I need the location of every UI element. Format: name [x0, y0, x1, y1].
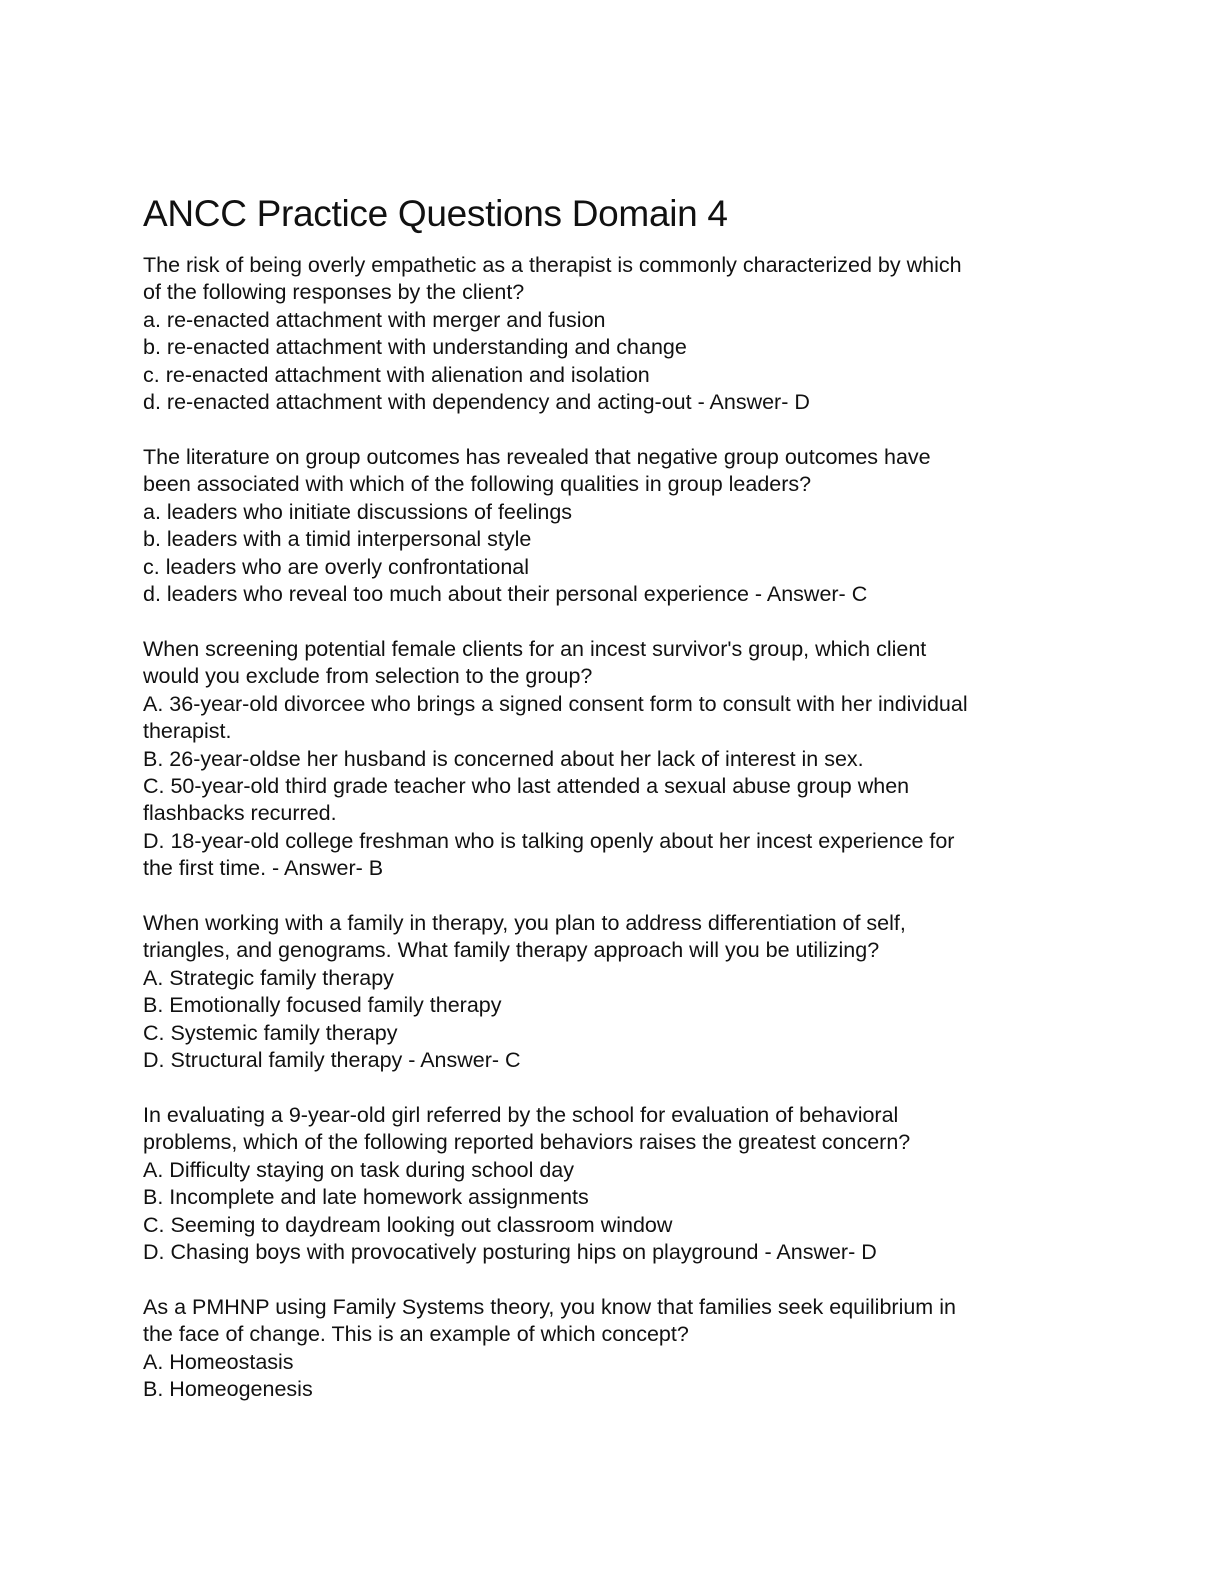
answer-option: flashbacks recurred.: [143, 801, 337, 826]
answer-option: D. 18-year-old college freshman who is talking openly about her incest experience for: [143, 828, 955, 853]
answer-option: B. Incomplete and late homework assignments: [143, 1185, 589, 1210]
question-stem-line: As a PMHNP using Family Systems theory, you know that families seek equilibrium in: [143, 1294, 956, 1319]
answer-option: B. Emotionally focused family therapy: [143, 993, 502, 1018]
answer-option: B. Homeogenesis: [143, 1377, 313, 1402]
answer-option: the first time. - Answer- B: [143, 856, 384, 881]
question-stem-line: The literature on group outcomes has revealed that negative group outcomes have: [143, 444, 931, 469]
question-1: [143, 252, 1083, 416]
question-stem-line: of the following responses by the client?: [143, 280, 525, 305]
question-stem-line: problems, which of the following reported behaviors raises the greatest concern?: [143, 1130, 911, 1155]
answer-option: c. re-enacted attachment with alienation and isolation: [143, 362, 650, 387]
question-stem-line: The risk of being overly empathetic as a therapist is commonly characterized by which: [143, 253, 962, 277]
question-2: [143, 444, 1083, 608]
question-3: [143, 636, 1083, 883]
question-5: [143, 1102, 1083, 1266]
answer-option: D. Structural family therapy - Answer- C: [143, 1048, 521, 1073]
answer-option: therapist.: [143, 719, 232, 744]
question-6: [143, 1294, 1083, 1404]
answer-option: d. re-enacted attachment with dependency and acting-out - Answer- D: [143, 390, 810, 415]
answer-option: A. Strategic family therapy: [143, 965, 394, 990]
answer-option: D. Chasing boys with provocatively posturing hips on playground - Answer- D: [143, 1240, 877, 1264]
answer-option: A. Homeostasis: [143, 1349, 294, 1374]
answer-option: d. leaders who reveal too much about their personal experience - Answer- C: [143, 581, 868, 606]
answer-option: C. Seeming to daydream looking out classroom window: [143, 1212, 673, 1237]
question-stem-line: When screening potential female clients for an incest survivor's group, which client: [143, 636, 927, 661]
answer-option: a. leaders who initiate discussions of feelings: [143, 499, 573, 524]
answer-option: b. leaders with a timid interpersonal style: [143, 527, 532, 552]
question-stem-line: triangles, and genograms. What family therapy approach will you be utilizing?: [143, 938, 880, 963]
question-4: [143, 910, 1083, 1074]
answer-option: c. leaders who are overly confrontational: [143, 554, 530, 579]
answer-option: b. re-enacted attachment with understanding and change: [143, 335, 687, 360]
question-stem-line: When working with a family in therapy, you plan to address differentiation of self,: [143, 911, 906, 936]
answer-option: B. 26-year-oldse her husband is concerned about her lack of interest in sex.: [143, 746, 864, 771]
answer-option: A. Difficulty staying on task during school day: [143, 1157, 575, 1182]
document-title: ANCC Practice Questions Domain 4: [143, 193, 728, 234]
answer-option: a. re-enacted attachment with merger and fusion: [143, 307, 606, 332]
question-stem-line: the face of change. This is an example of which concept?: [143, 1322, 689, 1347]
question-stem-line: been associated with which of the following qualities in group leaders?: [143, 472, 812, 497]
answer-option: C. Systemic family therapy: [143, 1020, 398, 1045]
answer-option: C. 50-year-old third grade teacher who last attended a sexual abuse group when: [143, 773, 910, 798]
question-stem-line: In evaluating a 9-year-old girl referred by the school for evaluation of behavioral: [143, 1102, 899, 1127]
question-stem-line: would you exclude from selection to the group?: [143, 664, 593, 689]
document-content: [143, 192, 1083, 1431]
answer-option: A. 36-year-old divorcee who brings a signed consent form to consult with her individual: [143, 691, 968, 716]
